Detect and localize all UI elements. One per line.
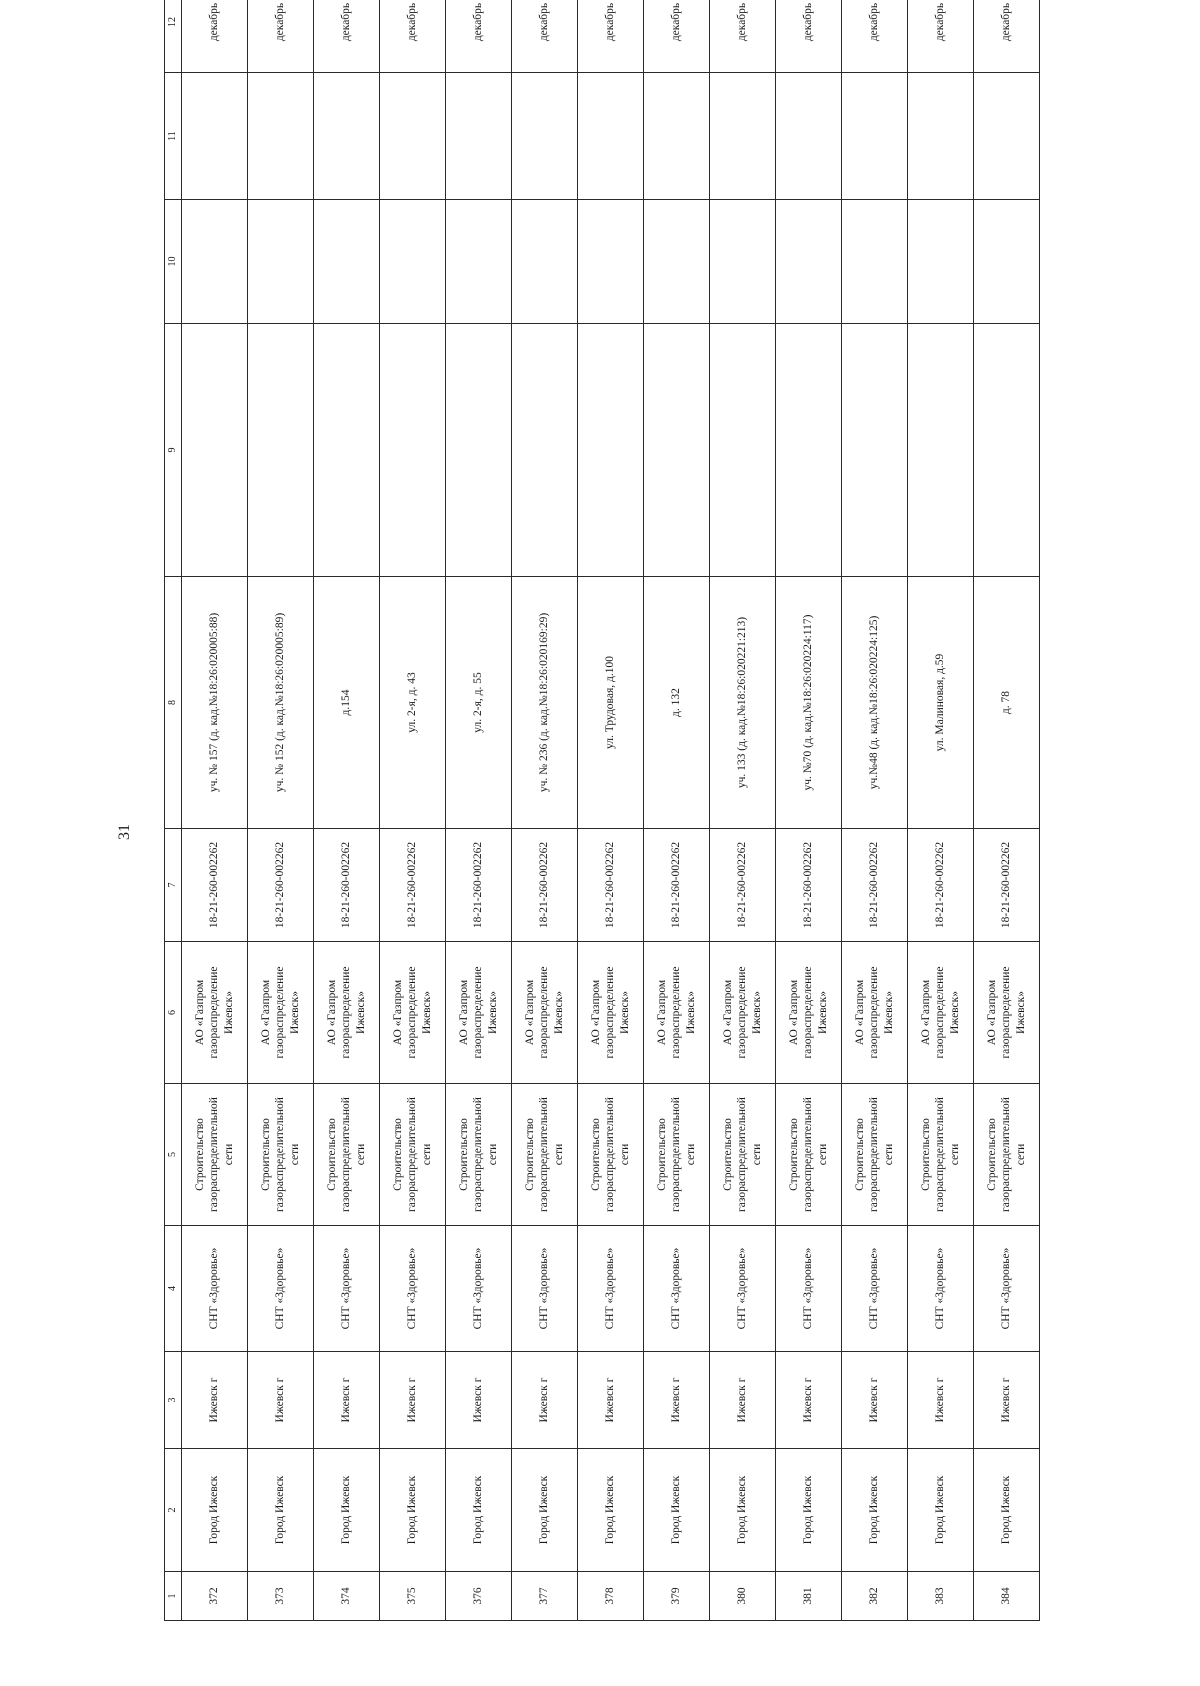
cell-settlement: СНТ «Здоровье»	[314, 1226, 380, 1352]
cell-work-type: Строительство газораспределительной сети	[710, 1084, 776, 1226]
cell-organization: АО «Газпром газораспределение Ижевск»	[908, 942, 974, 1084]
cell-col-11	[644, 73, 710, 200]
cell-month: декабрь	[248, 0, 314, 73]
register-table	[164, 0, 1040, 1621]
cell-organization: АО «Газпром газораспределение Ижевск»	[776, 942, 842, 1084]
table-row	[644, 0, 710, 1621]
cell-code: 18-21-260-002262	[380, 829, 446, 942]
cell-row-number: 374	[314, 1572, 380, 1621]
cell-address: уч. № 152 (д. кад.№18:26:020005:89)	[248, 577, 314, 829]
cell-row-number: 379	[644, 1572, 710, 1621]
register-table-body	[165, 0, 1040, 1621]
cell-col-9	[512, 324, 578, 577]
cell-organization: АО «Газпром газораспределение Ижевск»	[248, 942, 314, 1084]
cell-col-10	[710, 200, 776, 324]
cell-address: д. 78	[974, 577, 1040, 829]
cell-col-10	[512, 200, 578, 324]
cell-col-9	[248, 324, 314, 577]
cell-row-number: 377	[512, 1572, 578, 1621]
cell-work-type: Строительство газораспределительной сети	[644, 1084, 710, 1226]
cell-locality: Ижевск г	[446, 1352, 512, 1449]
cell-month: декабрь	[380, 0, 446, 73]
cell-work-type: Строительство газораспределительной сети	[182, 1084, 248, 1226]
cell-code: 18-21-260-002262	[248, 829, 314, 942]
cell-col-10	[446, 200, 512, 324]
register-table-rotated	[164, 2, 1027, 1621]
column-number: 4	[165, 1226, 182, 1352]
column-number: 9	[165, 324, 182, 577]
cell-work-type: Строительство газораспределительной сети	[512, 1084, 578, 1226]
cell-district: Город Ижевск	[314, 1449, 380, 1572]
cell-col-9	[380, 324, 446, 577]
column-number: 10	[165, 200, 182, 324]
cell-locality: Ижевск г	[380, 1352, 446, 1449]
column-number: 7	[165, 829, 182, 942]
cell-district: Город Ижевск	[380, 1449, 446, 1572]
cell-locality: Ижевск г	[974, 1352, 1040, 1449]
cell-district: Город Ижевск	[182, 1449, 248, 1572]
cell-work-type: Строительство газораспределительной сети	[908, 1084, 974, 1226]
cell-address: уч. № 157 (д. кад.№18:26:020005:88)	[182, 577, 248, 829]
cell-col-10	[644, 200, 710, 324]
cell-month: декабрь	[908, 0, 974, 73]
cell-locality: Ижевск г	[314, 1352, 380, 1449]
cell-address: д.154	[314, 577, 380, 829]
cell-organization: АО «Газпром газораспределение Ижевск»	[512, 942, 578, 1084]
cell-col-10	[248, 200, 314, 324]
cell-settlement: СНТ «Здоровье»	[380, 1226, 446, 1352]
cell-row-number: 381	[776, 1572, 842, 1621]
cell-work-type: Строительство газораспределительной сети	[248, 1084, 314, 1226]
cell-settlement: СНТ «Здоровье»	[974, 1226, 1040, 1352]
cell-code: 18-21-260-002262	[512, 829, 578, 942]
table-row	[182, 0, 248, 1621]
cell-locality: Ижевск г	[248, 1352, 314, 1449]
cell-work-type: Строительство газораспределительной сети	[974, 1084, 1040, 1226]
cell-settlement: СНТ «Здоровье»	[908, 1226, 974, 1352]
table-row	[248, 0, 314, 1621]
cell-row-number: 378	[578, 1572, 644, 1621]
cell-code: 18-21-260-002262	[776, 829, 842, 942]
cell-col-9	[182, 324, 248, 577]
cell-col-9	[314, 324, 380, 577]
cell-settlement: СНТ «Здоровье»	[446, 1226, 512, 1352]
cell-settlement: СНТ «Здоровье»	[578, 1226, 644, 1352]
cell-organization: АО «Газпром газораспределение Ижевск»	[974, 942, 1040, 1084]
column-number: 5	[165, 1084, 182, 1226]
cell-settlement: СНТ «Здоровье»	[710, 1226, 776, 1352]
cell-col-11	[710, 73, 776, 200]
cell-organization: АО «Газпром газораспределение Ижевск»	[710, 942, 776, 1084]
cell-col-10	[908, 200, 974, 324]
cell-district: Город Ижевск	[908, 1449, 974, 1572]
cell-organization: АО «Газпром газораспределение Ижевск»	[446, 942, 512, 1084]
column-number: 1	[165, 1572, 182, 1621]
cell-district: Город Ижевск	[842, 1449, 908, 1572]
column-number: 3	[165, 1352, 182, 1449]
cell-address: ул. 2-я, д. 43	[380, 577, 446, 829]
cell-col-11	[512, 73, 578, 200]
cell-work-type: Строительство газораспределительной сети	[776, 1084, 842, 1226]
cell-code: 18-21-260-002262	[908, 829, 974, 942]
cell-code: 18-21-260-002262	[644, 829, 710, 942]
cell-col-10	[578, 200, 644, 324]
column-number-row	[165, 0, 182, 1621]
cell-organization: АО «Газпром газораспределение Ижевск»	[314, 942, 380, 1084]
cell-address: ул. Малиновая, д.59	[908, 577, 974, 829]
cell-work-type: Строительство газораспределительной сети	[380, 1084, 446, 1226]
table-row	[776, 0, 842, 1621]
cell-address: уч. №70 (д. кад.№18:26:020224:117)	[776, 577, 842, 829]
cell-locality: Ижевск г	[578, 1352, 644, 1449]
cell-col-9	[908, 324, 974, 577]
cell-settlement: СНТ «Здоровье»	[776, 1226, 842, 1352]
cell-address: уч.№48 (д. кад.№18:26:020224:125)	[842, 577, 908, 829]
cell-row-number: 382	[842, 1572, 908, 1621]
column-number: 8	[165, 577, 182, 829]
cell-col-11	[842, 73, 908, 200]
table-row	[842, 0, 908, 1621]
table-row	[710, 0, 776, 1621]
cell-settlement: СНТ «Здоровье»	[644, 1226, 710, 1352]
cell-locality: Ижевск г	[710, 1352, 776, 1449]
table-row	[314, 0, 380, 1621]
cell-col-11	[314, 73, 380, 200]
cell-col-11	[776, 73, 842, 200]
cell-row-number: 376	[446, 1572, 512, 1621]
cell-col-9	[974, 324, 1040, 577]
column-number: 6	[165, 942, 182, 1084]
cell-locality: Ижевск г	[842, 1352, 908, 1449]
cell-settlement: СНТ «Здоровье»	[512, 1226, 578, 1352]
cell-district: Город Ижевск	[776, 1449, 842, 1572]
cell-district: Город Ижевск	[248, 1449, 314, 1572]
cell-col-11	[248, 73, 314, 200]
cell-work-type: Строительство газораспределительной сети	[578, 1084, 644, 1226]
cell-col-9	[446, 324, 512, 577]
cell-organization: АО «Газпром газораспределение Ижевск»	[182, 942, 248, 1084]
cell-district: Город Ижевск	[578, 1449, 644, 1572]
cell-col-11	[446, 73, 512, 200]
table-row	[512, 0, 578, 1621]
cell-district: Город Ижевск	[446, 1449, 512, 1572]
cell-address: д. 132	[644, 577, 710, 829]
cell-address: ул. Трудовая, д.100	[578, 577, 644, 829]
cell-col-9	[644, 324, 710, 577]
cell-district: Город Ижевск	[512, 1449, 578, 1572]
cell-row-number: 383	[908, 1572, 974, 1621]
cell-col-10	[380, 200, 446, 324]
cell-organization: АО «Газпром газораспределение Ижевск»	[644, 942, 710, 1084]
cell-address: ул. 2-я, д. 55	[446, 577, 512, 829]
cell-col-11	[380, 73, 446, 200]
cell-month: декабрь	[776, 0, 842, 73]
cell-row-number: 375	[380, 1572, 446, 1621]
cell-work-type: Строительство газораспределительной сети	[446, 1084, 512, 1226]
cell-row-number: 380	[710, 1572, 776, 1621]
cell-code: 18-21-260-002262	[314, 829, 380, 942]
cell-code: 18-21-260-002262	[842, 829, 908, 942]
cell-col-10	[182, 200, 248, 324]
cell-organization: АО «Газпром газораспределение Ижевск»	[380, 942, 446, 1084]
cell-locality: Ижевск г	[644, 1352, 710, 1449]
cell-col-9	[578, 324, 644, 577]
cell-locality: Ижевск г	[908, 1352, 974, 1449]
cell-locality: Ижевск г	[512, 1352, 578, 1449]
column-number: 12	[165, 0, 182, 73]
page-number: 31	[116, 824, 133, 840]
cell-month: декабрь	[842, 0, 908, 73]
column-number: 2	[165, 1449, 182, 1572]
cell-settlement: СНТ «Здоровье»	[842, 1226, 908, 1352]
cell-col-9	[776, 324, 842, 577]
cell-work-type: Строительство газораспределительной сети	[314, 1084, 380, 1226]
cell-settlement: СНТ «Здоровье»	[248, 1226, 314, 1352]
cell-month: декабрь	[182, 0, 248, 73]
table-row	[974, 0, 1040, 1621]
cell-code: 18-21-260-002262	[182, 829, 248, 942]
cell-code: 18-21-260-002262	[710, 829, 776, 942]
column-number: 11	[165, 73, 182, 200]
cell-col-9	[710, 324, 776, 577]
cell-address: уч. № 236 (д. кад.№18:26:020169:29)	[512, 577, 578, 829]
cell-month: декабрь	[710, 0, 776, 73]
cell-district: Город Ижевск	[710, 1449, 776, 1572]
cell-row-number: 384	[974, 1572, 1040, 1621]
cell-code: 18-21-260-002262	[578, 829, 644, 942]
cell-month: декабрь	[512, 0, 578, 73]
cell-locality: Ижевск г	[776, 1352, 842, 1449]
table-row	[908, 0, 974, 1621]
cell-col-10	[842, 200, 908, 324]
cell-month: декабрь	[644, 0, 710, 73]
cell-month: декабрь	[314, 0, 380, 73]
cell-col-9	[842, 324, 908, 577]
cell-col-11	[908, 73, 974, 200]
cell-locality: Ижевск г	[182, 1352, 248, 1449]
table-row	[578, 0, 644, 1621]
cell-organization: АО «Газпром газораспределение Ижевск»	[842, 942, 908, 1084]
cell-district: Город Ижевск	[974, 1449, 1040, 1572]
table-row	[380, 0, 446, 1621]
cell-col-11	[182, 73, 248, 200]
cell-col-10	[974, 200, 1040, 324]
cell-col-10	[314, 200, 380, 324]
cell-row-number: 373	[248, 1572, 314, 1621]
cell-organization: АО «Газпром газораспределение Ижевск»	[578, 942, 644, 1084]
cell-month: декабрь	[578, 0, 644, 73]
cell-month: декабрь	[974, 0, 1040, 73]
cell-col-10	[776, 200, 842, 324]
table-row	[446, 0, 512, 1621]
cell-work-type: Строительство газораспределительной сети	[842, 1084, 908, 1226]
cell-settlement: СНТ «Здоровье»	[182, 1226, 248, 1352]
cell-district: Город Ижевск	[644, 1449, 710, 1572]
cell-month: декабрь	[446, 0, 512, 73]
cell-col-11	[974, 73, 1040, 200]
cell-col-11	[578, 73, 644, 200]
cell-row-number: 372	[182, 1572, 248, 1621]
cell-address: уч. 133 (д. кад.№18:26:020221:213)	[710, 577, 776, 829]
cell-code: 18-21-260-002262	[446, 829, 512, 942]
cell-code: 18-21-260-002262	[974, 829, 1040, 942]
